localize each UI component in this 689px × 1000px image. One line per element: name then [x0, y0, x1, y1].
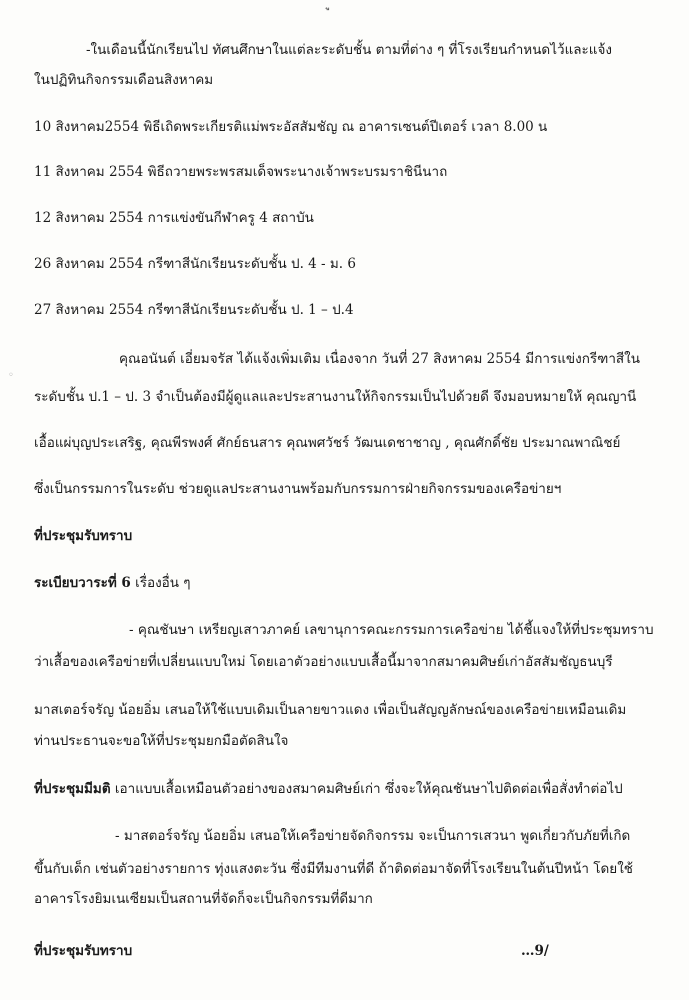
additional-info-line-1: คุณอนันต์ เอี่ยมจรัส ได้แจ้งเพิ่มเติม เนื่องจาก วันที่ 27 สิงหาคม 2554 มีการแข่งกรีฑาสีใน: [119, 351, 640, 367]
additional-info-line-2: ระดับชั้น ป.1 – ป. 3 จำเป็นต้องมีผู้ดูแลและประสานงานให้กิจกรรมเป็นไปด้วยดี จึงมอบหมายให้ คุณญานี: [34, 389, 637, 405]
talk-proposal-line-3: อาคารโรงยิมเนเซียมเป็นสถานที่จัดก็จะเป็นกิจกรรมที่ดีมาก: [34, 891, 373, 907]
activities-intro-line-1: -ในเดือนนี้นักเรียนไป ทัศนศึกษาในแต่ละระดับชั้น ตามที่ต่าง ๆ ที่โรงเรียนกำหนดไว้และแจ้ง: [86, 42, 612, 58]
shirt-discussion-line-4: ท่านประธานจะขอให้ที่ประชุมยกมือตัดสินใจ: [34, 733, 289, 749]
resolution-label: ที่ประชุมมีมติ: [34, 781, 111, 797]
shirt-discussion-line-1: - คุณชันษา เหรียญเสาวภาคย์ เลขานุการคณะกรรมการเครือข่าย ได้ชี้แจงให้ที่ประชุมทราบ: [129, 622, 654, 638]
shirt-discussion-line-3: มาสเตอร์จรัญ น้อยอิ่ม เสนอให้ใช้แบบเดิมเป็นลายขาวแดง เพื่อเป็นสัญญลักษณ์ของเครือข่ายเหมือนเดิม: [34, 702, 627, 718]
schedule-item-1: 10 สิงหาคม2554 พิธีเถิดพระเกียรติแม่พระอัสสัมชัญ ณ อาคารเซนต์ปีเตอร์ เวลา 8.00 น: [34, 119, 548, 135]
talk-proposal-line-2: ขึ้นกับเด็ก เช่นตัวอย่างรายการ ทุ่งแสงตะวัน ซึ่งมีทีมงานที่ดี ถ้าติดต่อมาจัดที่โรงเรียนในต้นปีหน้า โดยใช้: [34, 861, 633, 877]
activities-intro-line-2: ในปฏิทินกิจกรรมเดือนสิงหาคม: [34, 72, 214, 88]
talk-proposal-line-1: - มาสตอร์จรัญ น้อยอิ่ม เสนอให้เครือข่ายจัดกิจกรรม จะเป็นการเสวนา พูดเกี่ยวกับภัยที่เกิด: [115, 828, 631, 844]
additional-info-line-3: เอื้อแผ่บุญประเสริฐ, คุณพีรพงศ์ ศักย์ธนสาร คุณพศวัชร์ วัฒนเดชาชาญ , คุณศักดิ์ชัย ประมาณพาณิชย์: [34, 435, 621, 451]
resolution-text: เอาแบบเสื้อเหมือนตัวอย่างของสมาคมศิษย์เก่า ซึ่งจะให้คุณชันษาไปติดต่อเพื่อสั่งทำต่อไป: [110, 781, 623, 797]
shirt-discussion-line-2: ว่าเสื้อของเครือข่ายที่เปลี่ยนแบบใหม่ โดยเอาตัวอย่างแบบเสื้อนี้มาจากสมาคมศิษย์เก่าอัสสัมชัญธนบุรี: [34, 654, 613, 670]
additional-info-line-4: ซึ่งเป็นกรรมการในระดับ ช่วยดูแลประสานงานพร้อมกับกรรมการฝ่ายกิจกรรมของเครือข่ายฯ: [34, 481, 562, 497]
schedule-item-3: 12 สิงหาคม 2554 การแข่งขันกีฬาครู 4 สถาบัน: [34, 210, 314, 226]
agenda-title: เรื่องอื่น ๆ: [130, 575, 191, 591]
resolution-line: [34, 779, 623, 799]
schedule-item-4: 26 สิงหาคม 2554 กรีฑาสีนักเรียนระดับชั้น ป. 4 - ม. 6: [34, 256, 356, 272]
agenda-number: ระเบียบวาระที่ 6: [34, 575, 131, 591]
acknowledged-heading-2: ที่ประชุมรับทราบ: [34, 943, 133, 959]
paper-mark-icon: ◦: [8, 370, 14, 381]
schedule-item-2: 11 สิงหาคม 2554 พิธีถวายพระพรสมเด็จพระนางเจ้าพระบรมราชินีนาถ: [34, 164, 448, 180]
acknowledged-heading-1: ที่ประชุมรับทราบ: [34, 528, 133, 544]
page-continuation-marker: …9/: [521, 943, 549, 959]
agenda-heading: [34, 573, 191, 593]
schedule-item-5: 27 สิงหาคม 2554 กรีฑาสีนักเรียนระดับชั้น ป. 1 – ป.4: [34, 302, 354, 318]
